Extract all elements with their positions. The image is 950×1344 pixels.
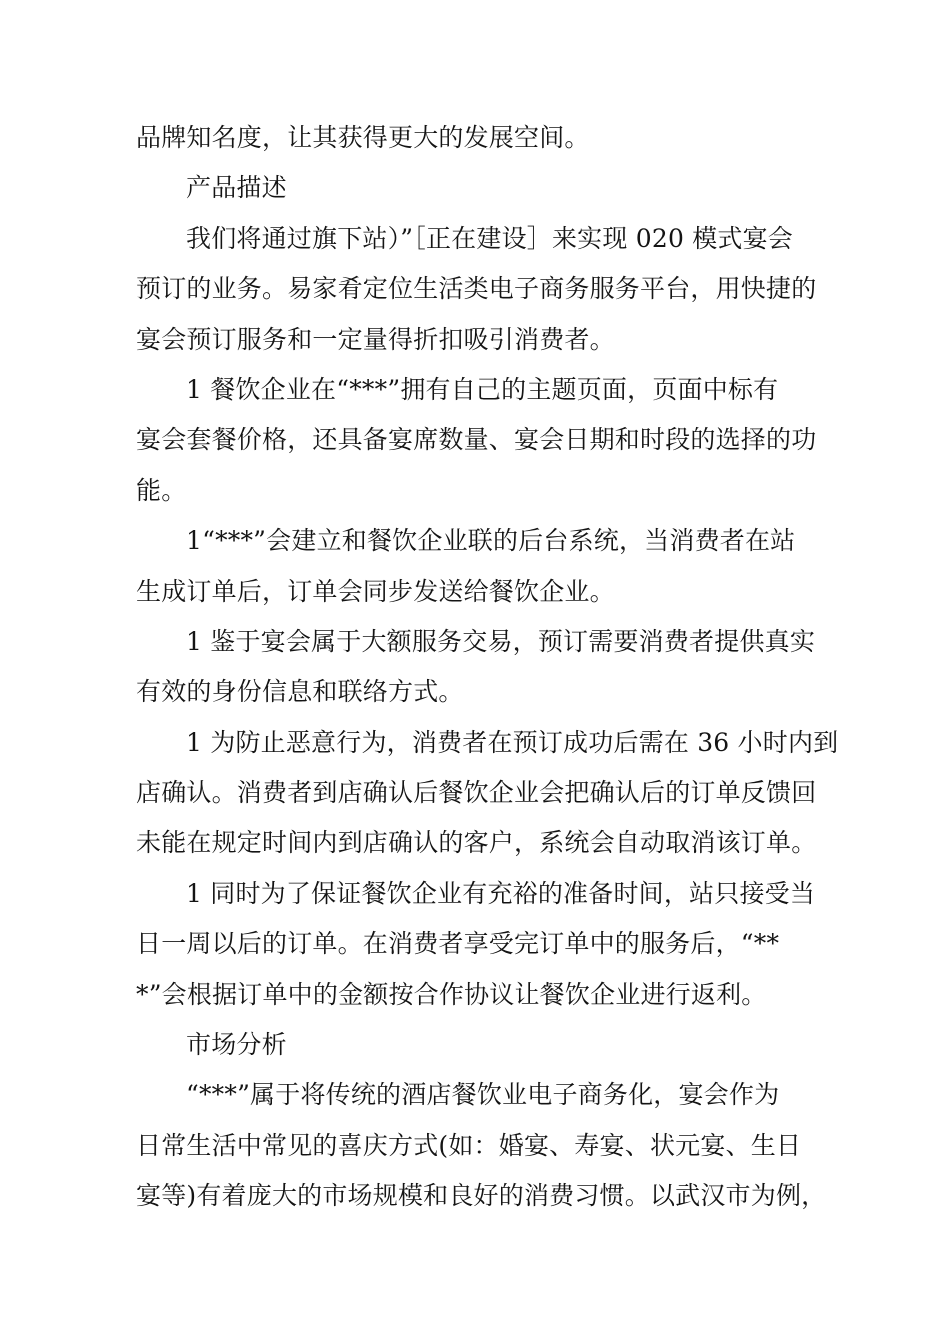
text-line: 日常生活中常见的喜庆方式(如：婚宴、寿宴、状元宴、生日 xyxy=(136,1130,802,1160)
section-heading-product-description: 产品描述 xyxy=(186,173,287,203)
text-line: 宴会预订服务和一定量得折扣吸引消费者。 xyxy=(136,324,615,354)
section-heading-market-analysis: 市场分析 xyxy=(186,1030,287,1060)
text-line: 有效的身份信息和联络方式。 xyxy=(136,677,464,707)
text-line: 未能在规定时间内到店确认的客户，系统会自动取消该订单。 xyxy=(136,828,817,858)
text-line: 品牌知名度，让其获得更大的发展空间。 xyxy=(136,123,590,152)
text-line: 1 同时为了保证餐饮企业有充裕的准备时间，站只接受当 xyxy=(186,878,816,908)
text-line: 预订的业务。易家肴定位生活类电子商务服务平台，用快捷的 xyxy=(136,274,817,304)
text-line: *”会根据订单中的金额按合作协议让餐饮企业进行返利。 xyxy=(136,979,767,1009)
text-line: “***”属于将传统的酒店餐饮业电子商务化，宴会作为 xyxy=(186,1080,780,1110)
text-line: 1 为防止恶意行为，消费者在预订成功后需在 36 小时内到 xyxy=(186,727,839,757)
text-line: 宴等)有着庞大的市场规模和良好的消费习惯。以武汉市为例， xyxy=(136,1181,827,1211)
text-line: 1 鉴于宴会属于大额服务交易，预订需要消费者提供真实 xyxy=(186,626,816,656)
document-body xyxy=(136,113,839,1222)
text-line: 生成订单后，订单会同步发送给餐饮企业。 xyxy=(136,576,615,606)
text-line: 宴会套餐价格，还具备宴席数量、宴会日期和时段的选择的功 xyxy=(136,425,817,455)
text-line: 1“***”会建立和餐饮企业联的后台系统，当消费者在站 xyxy=(186,526,796,556)
text-line: 日一周以后的订单。在消费者享受完订单中的服务后，“** xyxy=(136,929,780,959)
text-line: 能。 xyxy=(136,475,187,505)
text-line: 我们将通过旗下站）”［正在建设］来实现 020 模式宴会 xyxy=(186,223,793,253)
text-line: 店确认。消费者到店确认后餐饮企业会把确认后的订单反馈回 xyxy=(136,778,817,808)
text-line: 1 餐饮企业在“***”拥有自己的主题页面，页面中标有 xyxy=(186,374,779,404)
